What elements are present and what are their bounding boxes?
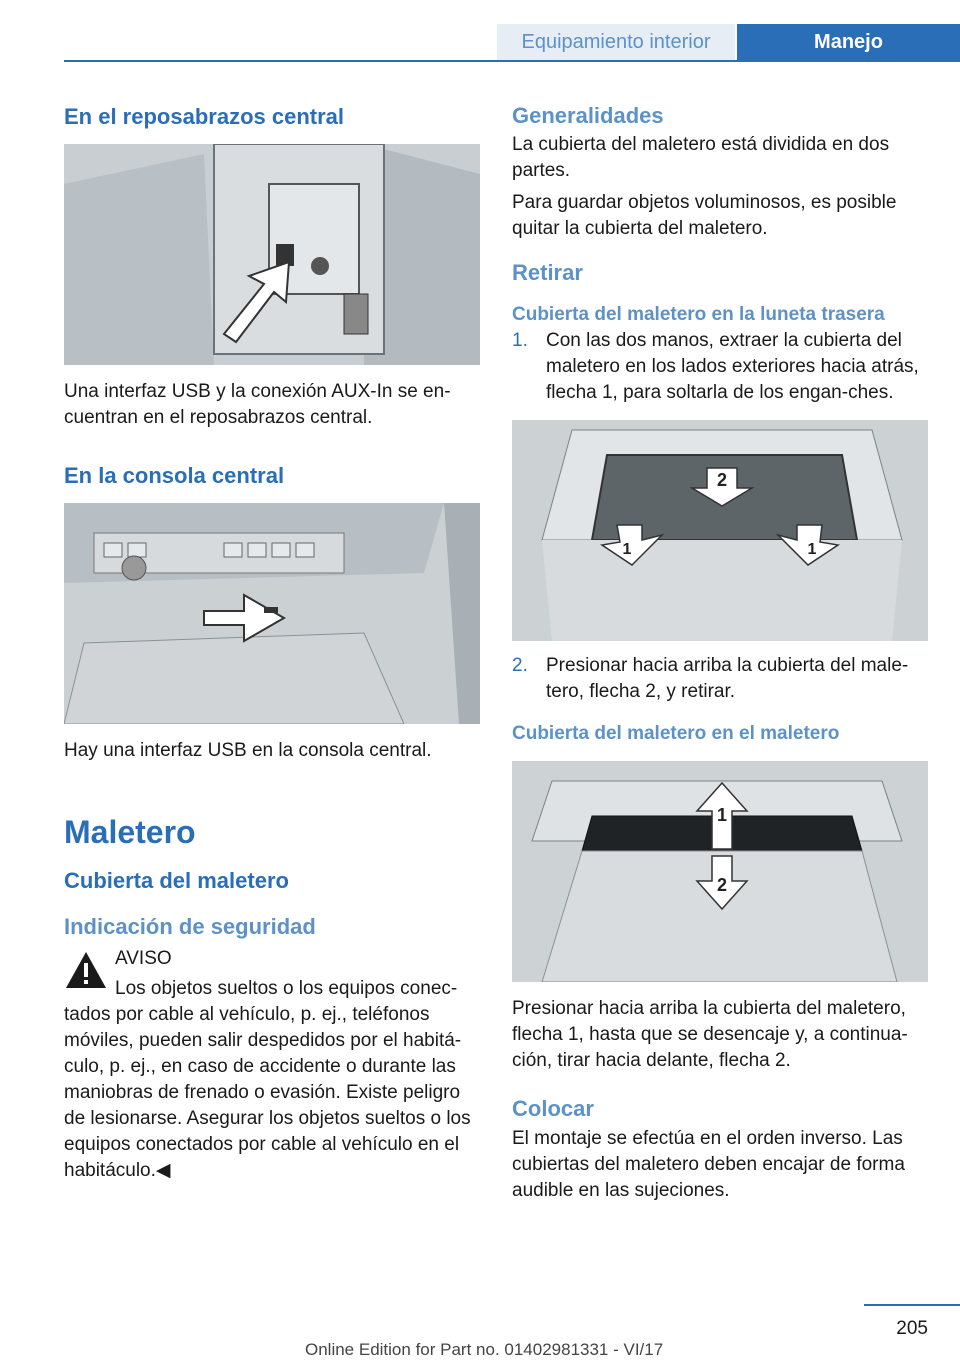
warning-block [64,946,480,1184]
heading-general: Generalidades [512,103,664,128]
general-text-2: Para guardar objetos voluminosos, es posible quitar la cubierta del maletero. [512,192,897,239]
footer-rule [864,1304,960,1306]
warning-text: Los objetos sueltos o los equipos conec-tados por cable al vehículo, p. ej., teléfonos móviles, pueden salir despedidos por el habitá-culo, p. ej., en caso de accidente o durante las maniobras de frenado o evasión. Existe peligro de lesionarse. Asegurar los objetos sueltos o los equipos conectados por cable al vehículo en el habitáculo.◀ [64,978,471,1181]
step-number: 2. [512,655,528,676]
armrest-image [64,144,480,365]
heading-trunk-cover-in-trunk: Cubierta del maletero en el maletero [512,723,840,744]
heading-install: Colocar [512,1096,594,1121]
list-item [512,653,928,705]
heading-safety: Indicación de seguridad [64,914,316,939]
trunk-cover-image [512,761,928,982]
steps-list-1 [512,328,928,406]
general-text-1: La cubierta del maletero está dividida en dos partes. [512,134,890,181]
page-number: 205 [896,1318,928,1339]
install-description: El montaje se efectúa en el orden inverso. Las cubiertas del maletero deben encajar de forma audible en las sujeciones. [512,1128,905,1201]
left-column [64,100,480,1184]
armrest-description: Una interfaz USB y la conexión AUX-In se en-cuentran en el reposabrazos central. [64,381,451,428]
arrow-1-label: 1 [716,805,728,825]
heading-remove: Retirar [512,260,583,285]
section-tab[interactable]: Equipamiento interior [497,24,735,60]
warning-icon [64,950,108,990]
list-item [512,328,928,406]
trunk-cover-description: Presionar hacia arriba la cubierta del maletero, flecha 1, hasta que se desencaje y, a continua-ción, tirar hacia delante, flecha 2. [512,998,908,1071]
arrow-1-left-label: 1 [622,541,632,558]
steps-list-2 [512,653,928,705]
heading-trunk: Maletero [64,814,196,850]
arrow-2-label: 2 [716,470,728,490]
heading-center-console: En la consola central [64,463,285,488]
step-text: Presionar hacia arriba la cubierta del male-tero, flecha 2, y retirar. [546,655,909,702]
warning-title: AVISO [115,948,172,969]
arrow-2-label: 2 [716,875,728,895]
step-text: Con las dos manos, extraer la cubierta del maletero en los lados exteriores hacia atrás, flecha 1, para soltarla de los engan-ches. [546,330,919,403]
rear-window-cover-image [512,420,928,641]
center-console-image [64,503,480,724]
heading-trunk-cover: Cubierta del maletero [64,868,289,893]
chapter-tab[interactable]: Manejo [737,24,960,60]
heading-armrest: En el reposabrazos central [64,104,344,129]
center-console-description: Hay una interfaz USB en la consola central. [64,740,432,761]
arrow-1-right-label: 1 [807,541,817,558]
heading-rear-window-cover: Cubierta del maletero en la luneta trasera [512,304,885,325]
step-number: 1. [512,330,528,351]
header-rule [64,60,960,62]
right-column [512,100,928,1204]
edition-footer: Online Edition for Part no. 01402981331 - VI/17 [305,1340,664,1359]
